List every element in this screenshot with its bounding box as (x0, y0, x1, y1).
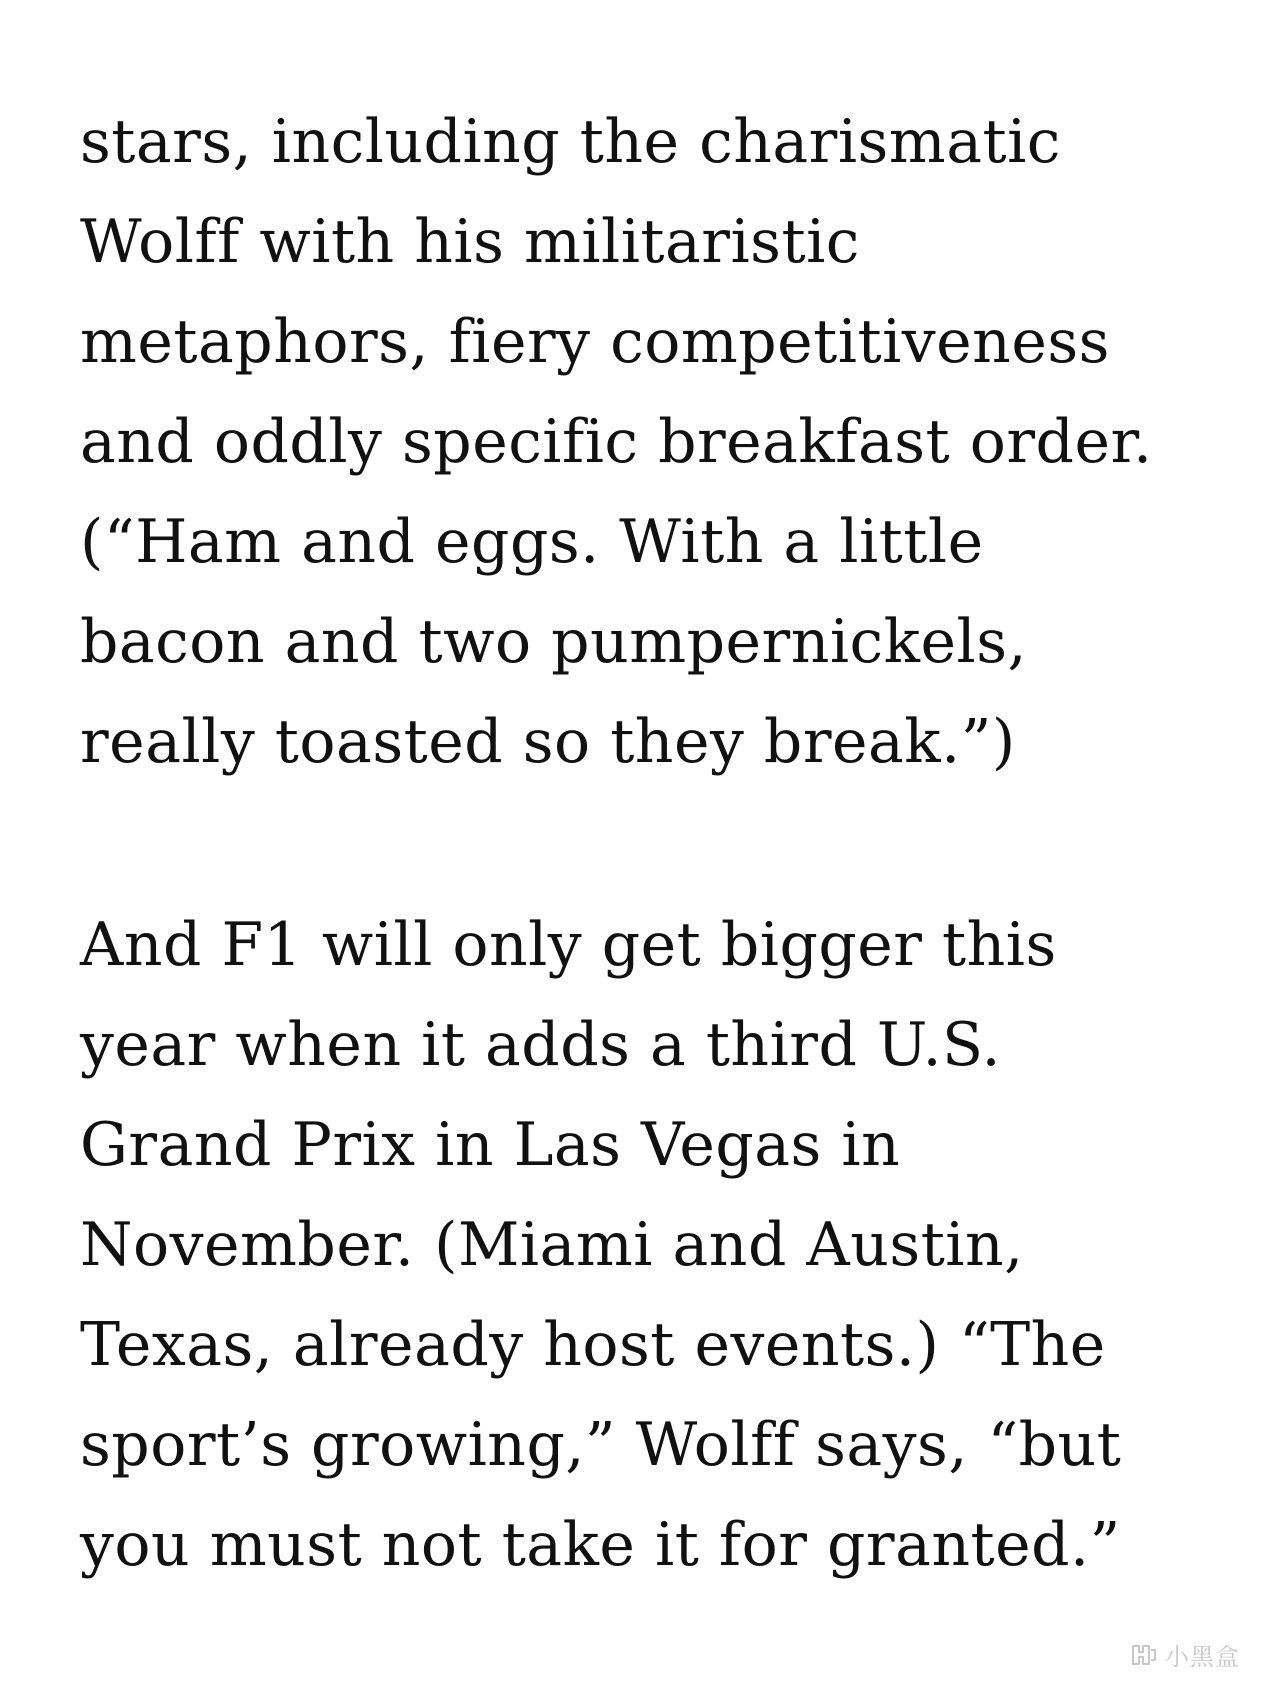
text-line: Texas, already host events.) “The (80, 1310, 1106, 1380)
text-line: and oddly specific breakfast order. (80, 407, 1153, 477)
xiaoheihe-logo-icon (1129, 1640, 1159, 1670)
text-line: year when it adds a third U.S. (80, 1010, 1002, 1080)
paragraph-2 (80, 895, 1240, 1595)
text-line: metaphors, fiery competitiveness (80, 307, 1110, 377)
watermark (1129, 1637, 1240, 1672)
watermark-text: 小黑盒 (1165, 1643, 1240, 1671)
text-line: (“Ham and eggs. With a little (80, 507, 984, 577)
paragraph-1 (80, 92, 1240, 792)
text-line: Grand Prix in Las Vegas in (80, 1110, 901, 1180)
text-line: really toasted so they break.”) (80, 707, 1016, 777)
text-line: Wolff with his militaristic (80, 207, 860, 277)
text-line: stars, including the charismatic (80, 107, 1061, 177)
text-line: you must not take it for granted.” (80, 1510, 1121, 1580)
text-line: sport’s growing,” Wolff says, “but (80, 1410, 1122, 1480)
text-line: November. (Miami and Austin, (80, 1210, 1024, 1280)
text-line: bacon and two pumpernickels, (80, 607, 1028, 677)
text-line: And F1 will only get bigger this (80, 910, 1057, 980)
